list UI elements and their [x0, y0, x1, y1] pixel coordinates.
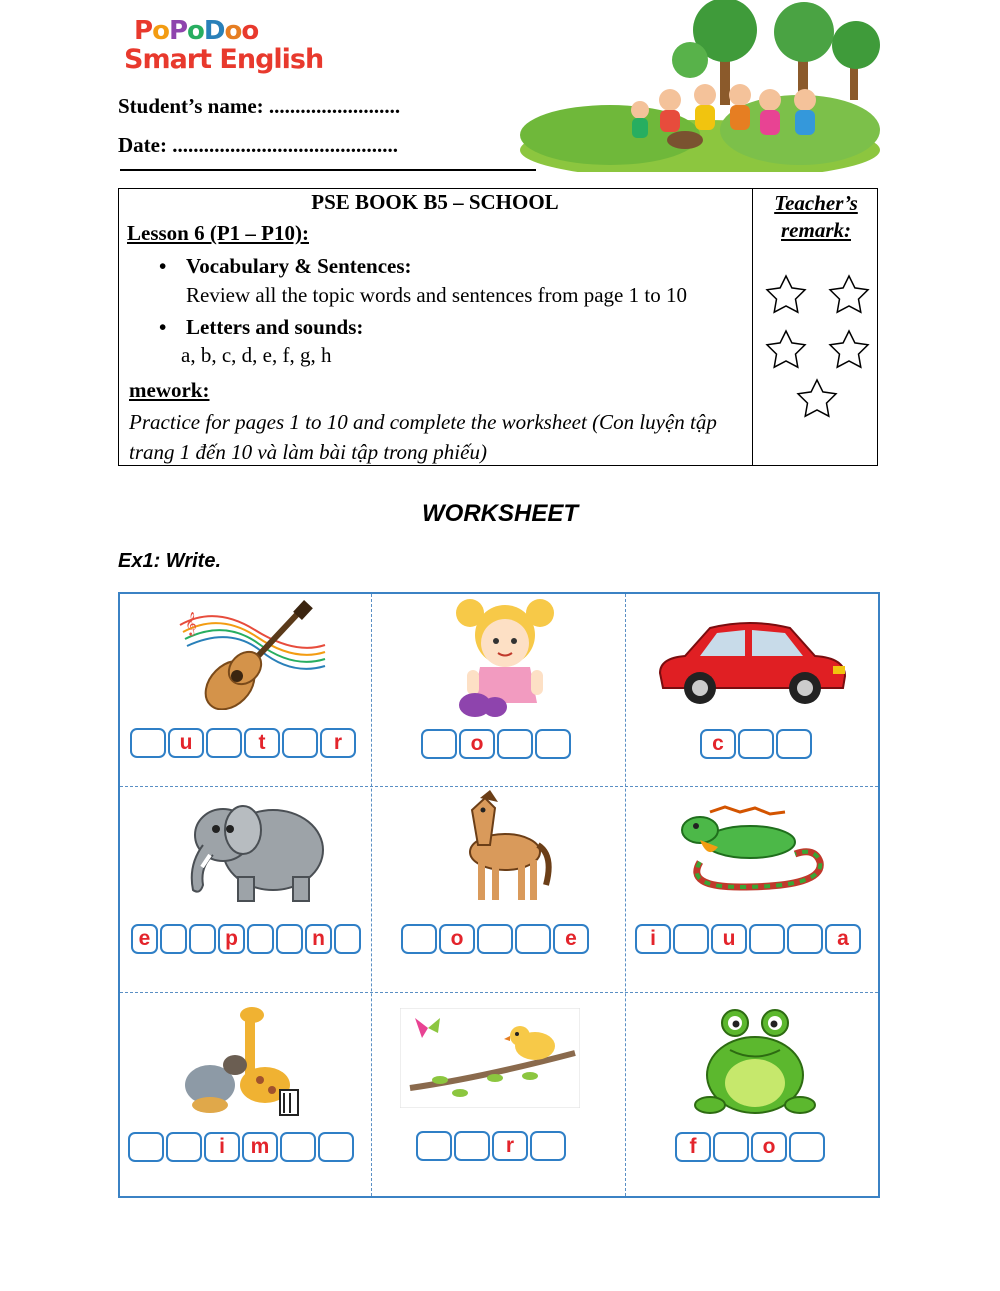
bird-picture	[400, 1008, 580, 1108]
grid-divider	[371, 594, 372, 1196]
grid-divider	[120, 786, 878, 787]
student-name-label: Student’s name: .........................	[118, 94, 401, 118]
letter-boxes-animals[interactable]	[128, 1132, 354, 1164]
letter-box[interactable]: f	[675, 1132, 711, 1162]
letter-box[interactable]: r	[320, 728, 356, 758]
letters-body: a, b, c, d, e, f, g, h	[181, 343, 332, 367]
letter-box[interactable]	[776, 729, 812, 759]
letter-box[interactable]	[789, 1132, 825, 1162]
exercise-label: Ex1: Write.	[118, 550, 221, 572]
star-icon[interactable]	[767, 331, 805, 367]
guitar-picture	[175, 600, 335, 710]
letter-box[interactable]	[318, 1132, 354, 1162]
letter-box[interactable]: t	[244, 728, 280, 758]
letters-heading: Letters and sounds:	[186, 315, 364, 339]
letter-box[interactable]	[673, 924, 709, 954]
star-icon[interactable]	[830, 331, 868, 367]
letter-box[interactable]: o	[439, 924, 475, 954]
letter-box[interactable]	[497, 729, 533, 759]
star-icon[interactable]	[798, 380, 836, 416]
book-title: PSE BOOK B5 – SCHOOL	[311, 190, 559, 214]
bullet-icon: •	[159, 254, 167, 278]
letter-boxes-frog[interactable]	[675, 1132, 825, 1164]
letter-box[interactable]: c	[700, 729, 736, 759]
letter-box[interactable]	[738, 729, 774, 759]
teacher-remark-line-2: remark:	[781, 218, 851, 242]
grid-divider	[120, 992, 878, 993]
letter-box[interactable]	[454, 1131, 490, 1161]
letter-box[interactable]	[247, 924, 274, 954]
letter-box[interactable]	[189, 924, 216, 954]
teacher-remark-line-1: Teacher’s	[774, 191, 858, 215]
letter-box[interactable]	[276, 924, 303, 954]
bullet-icon: •	[159, 315, 167, 339]
letter-box[interactable]	[787, 924, 823, 954]
worksheet-title: WORKSHEET	[422, 500, 578, 527]
homework-heading: mework:	[129, 378, 210, 402]
iguana-picture	[680, 802, 830, 892]
letter-box[interactable]: n	[305, 924, 332, 954]
letter-box[interactable]	[280, 1132, 316, 1162]
header-divider	[120, 169, 536, 171]
letter-box[interactable]	[130, 728, 166, 758]
logo-line-1: PoPoDoo	[134, 16, 259, 46]
letter-boxes-iguana[interactable]	[635, 924, 861, 956]
letter-box[interactable]: e	[131, 924, 158, 954]
letter-box[interactable]: i	[635, 924, 671, 954]
svg-text:𝄞: 𝄞	[185, 613, 197, 635]
letter-box[interactable]	[421, 729, 457, 759]
logo-line-2: Smart English	[124, 44, 324, 75]
letter-box[interactable]	[334, 924, 361, 954]
letter-box[interactable]: u	[711, 924, 747, 954]
animals-picture	[180, 1005, 305, 1120]
letter-box[interactable]: e	[553, 924, 589, 954]
teacher-remark-label	[754, 190, 878, 244]
kids-park-illustration	[520, 0, 880, 172]
horse-picture	[450, 790, 555, 905]
letter-boxes-doll[interactable]	[421, 729, 571, 761]
letter-box[interactable]	[515, 924, 551, 954]
letter-box[interactable]	[206, 728, 242, 758]
elephant-picture	[178, 795, 328, 905]
letter-box[interactable]	[166, 1132, 202, 1162]
lesson-title: Lesson 6 (P1 – P10):	[127, 221, 309, 245]
star-icon[interactable]	[830, 276, 868, 312]
letter-box[interactable]: p	[218, 924, 245, 954]
vocab-body: Review all the topic words and sentences from page 1 to 10	[186, 283, 687, 307]
letter-boxes-bird[interactable]	[416, 1131, 566, 1163]
letter-box[interactable]: o	[751, 1132, 787, 1162]
letter-boxes-elephant[interactable]	[131, 924, 361, 956]
letter-box[interactable]	[401, 924, 437, 954]
grid-divider	[625, 594, 626, 1196]
letter-box[interactable]	[477, 924, 513, 954]
date-label: Date: ...........................................	[118, 133, 398, 157]
letter-box[interactable]: m	[242, 1132, 278, 1162]
letter-boxes-horse[interactable]	[401, 924, 589, 956]
popodoo-logo	[124, 16, 324, 76]
letter-box[interactable]: a	[825, 924, 861, 954]
letter-box[interactable]	[282, 728, 318, 758]
letter-box[interactable]	[749, 924, 785, 954]
letter-box[interactable]	[713, 1132, 749, 1162]
letter-box[interactable]: o	[459, 729, 495, 759]
letter-box[interactable]	[535, 729, 571, 759]
doll-picture	[445, 595, 565, 720]
vocab-heading: Vocabulary & Sentences:	[186, 254, 412, 278]
frog-picture	[690, 1005, 820, 1120]
rating-stars[interactable]	[754, 268, 878, 428]
letter-box[interactable]	[416, 1131, 452, 1161]
homework-body: Practice for pages 1 to 10 and complete the worksheet (Con luyện tập trang 1 đến 10 và làm bài tập trong phiếu)	[129, 410, 717, 464]
letter-boxes-guitar[interactable]	[130, 728, 356, 760]
letter-box[interactable]	[160, 924, 187, 954]
letter-box[interactable]: r	[492, 1131, 528, 1161]
car-picture	[655, 618, 850, 708]
letter-boxes-car[interactable]	[700, 729, 812, 761]
letter-box[interactable]	[530, 1131, 566, 1161]
letter-box[interactable]: i	[204, 1132, 240, 1162]
letter-box[interactable]: u	[168, 728, 204, 758]
letter-box[interactable]	[128, 1132, 164, 1162]
star-icon[interactable]	[767, 276, 805, 312]
